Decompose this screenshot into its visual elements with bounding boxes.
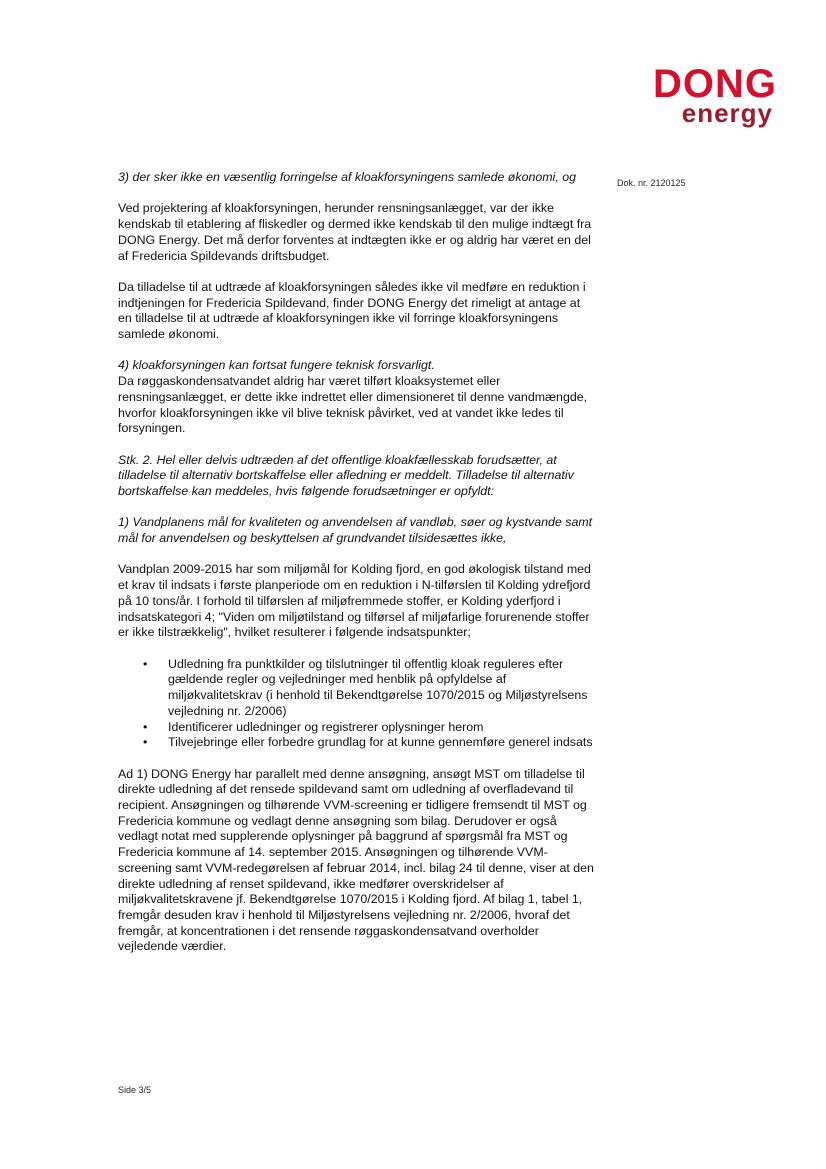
list-item-text: Udledning fra punktkilder og tilslutninger til offentlig kloak reguleres efter gældende regler og vejledninger med henblik på opfyldelse af miljøkvalitetskrav (i henhold til Bekendtgørelse 1070/2015 og Miljøstyrelsens vejledning nr. 2/2006) xyxy=(168,656,588,718)
paragraph-ad-1: Ad 1) DONG Energy har parallelt med denne ansøgning, ansøgt MST om tilladelse til direkte udledning af det rensede spildevand samt om udledning af overfladevand til recipient. Ansøgningen og tilhørende VVM-screening er tidligere fremsendt til MST og Fredericia kommune og vedlagt denne ansøgning som bilag. Derudover er også vedlagt notat med supplerende oplysninger på baggrund af spørgsmål fra MST og Fredericia kommune af 14. september 2015. Ansøgningen og tilhørende VVM-screening samt VVM-redegørelsen af februar 2014, incl. bilag 24 til denne, viser at den direkte udledning af renset spildevand, ikke medfører overskridelser af miljøkvalitetskravene jf. Bekendtgørelse 1070/2015 i Kolding fjord. Af bilag 1, tabel 1, fremgår desuden krav i henhold til Miljøstyrelsens vejledning nr. 2/2006, hvoraf det fremgår, at koncentrationen i det rensende røggaskondensatvand overholder vejledende værdier. xyxy=(118,766,594,954)
paragraph-tilladelse: Da tilladelse til at udtræde af kloakforsyningen således ikke vil medføre en reduktion i indtjeningen for Fredericia Spildevand, finder DONG Energy det rimeligt at antage at en tilladelse til at udtræde af kloakforsyningen ikke vil forringe kloakforsyningens samlede økonomi. xyxy=(118,279,586,341)
condition-4-heading: 4) kloakforsyningen kan fortsat fungere teknisk forsvarligt. xyxy=(118,358,435,373)
paragraph-projektering: Ved projektering af kloakforsyningen, herunder rensningsanlægget, var der ikke kendskab til etablering af fliskedler og dermed ikke kendskab til den mulige indtægt fra DONG Energy. Det må derfor forventes at indtægten ikke er og aldrig har været en del af Fredericia Spildevands driftsbudget. xyxy=(118,201,592,263)
list-item xyxy=(143,656,596,720)
dong-energy-logo xyxy=(612,64,777,126)
condition-4-text: Da røggaskondensatvandet aldrig har været tilført kloaksystemet eller rensningsanlægget, er dette ikke indrettet eller dimensioneret til denne vandmængde, hvorfor kloakforsyningen ikke vil blive teknisk påvirket, ved at vandet ikke ledes til forsyningen. xyxy=(118,374,588,436)
paragraph-vandplan: Vandplan 2009-2015 har som miljømål for Kolding fjord, en god økologisk tilstand med et krav til indsats i første planperiode om en reduktion i N-tilførslen til Kolding ydrefjord på 10 tons/år. I forhold til tilførslen af miljøfremmede stoffer, er Kolding yderfjord i indsatskategori 4; "Viden om miljøtilstand og tilførsel af miljøfarlige forurenende stoffer er ikke tilstrækkelig", hvilket resulterer i følgende indsatspunkter; xyxy=(118,562,591,640)
list-item xyxy=(143,735,596,751)
indsatspunkter-list xyxy=(118,657,596,751)
bullet-icon: • xyxy=(143,719,148,734)
logo-wordmark-dong: DONG xyxy=(653,62,777,106)
logo-wordmark-energy: energy xyxy=(681,98,773,128)
stk-2-paragraph: Stk. 2. Hel eller delvis udtræden af det offentlige kloakfællesskab forudsætter, at tilladelse til alternativ bortskaffelse eller afledning er meddelt. Tilladelse til alternativ bortskaffelse kan meddeles, hvis følgende forudsætninger er opfyldt: xyxy=(118,452,574,498)
list-item xyxy=(143,719,596,736)
letter-body xyxy=(118,170,596,971)
condition-1-heading: 1) Vandplanens mål for kvaliteten og anvendelsen af vandløb, søer og kystvande samt mål for anvendelsen og beskyttelsen af grundvandet tilsidesættes ikke, xyxy=(118,515,593,546)
list-item-text: Tilvejebringe eller forbedre grundlag for at kunne gennemføre generel indsats xyxy=(168,735,593,750)
page-number: Side 3/5 xyxy=(118,1085,152,1095)
document-number: Dok. nr. 2120125 xyxy=(617,178,686,188)
bullet-icon: • xyxy=(143,656,148,671)
condition-4-block xyxy=(118,358,596,437)
list-item-text: Identificerer udledninger og registrerer oplysninger herom xyxy=(168,719,484,734)
condition-3-heading: 3) der sker ikke en væsentlig forringelse af kloakforsyningens samlede økonomi, og xyxy=(118,170,576,184)
bullet-icon: • xyxy=(143,735,148,750)
